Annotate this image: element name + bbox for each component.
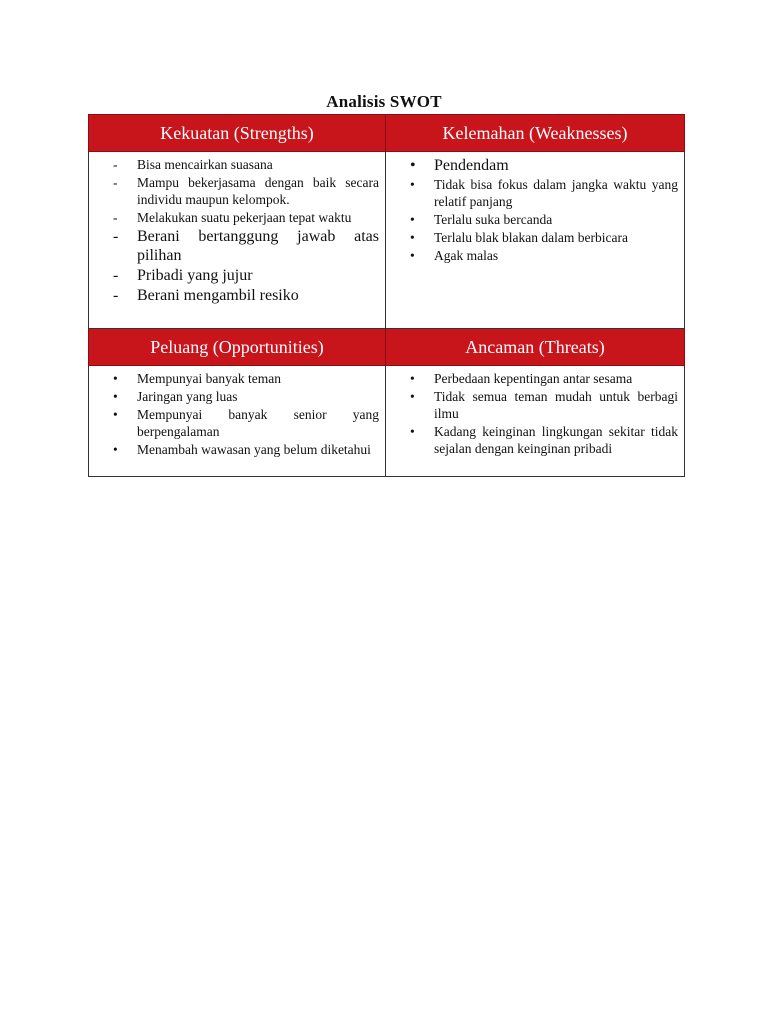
weaknesses-header: Kelemahan (Weaknesses) xyxy=(386,115,685,152)
weaknesses-cell xyxy=(386,152,685,329)
list-item: - Melakukan suatu pekerjaan tepat waktu xyxy=(113,210,352,225)
list-item: - Pribadi yang jujur xyxy=(113,267,253,284)
swot-table xyxy=(88,114,685,477)
threats-header: Ancaman (Threats) xyxy=(386,329,685,366)
list-item: • Mempunyai banyak teman xyxy=(113,371,281,386)
list-item: • Pendendam xyxy=(410,157,509,174)
list-item: - Berani bertanggung jawab atas pilihan xyxy=(113,228,379,264)
list-item: • Terlalu blak blakan dalam berbicara xyxy=(410,230,628,245)
list-item: - Berani mengambil resiko xyxy=(113,287,299,304)
list-item: • Agak malas xyxy=(410,248,499,263)
opportunities-header: Peluang (Opportunities) xyxy=(89,329,386,366)
threats-list xyxy=(408,370,678,457)
opportunities-cell xyxy=(89,366,386,477)
list-item: • Kadang keinginan lingkungan sekitar tidak sejalan dengan keinginan pribadi xyxy=(410,424,678,456)
list-item: • Tidak bisa fokus dalam jangka waktu yang relatif panjang xyxy=(410,177,678,209)
strengths-cell xyxy=(89,152,386,329)
list-item: • Perbedaan kepentingan antar sesama xyxy=(410,371,633,386)
list-item: • Jaringan yang luas xyxy=(113,389,238,404)
strengths-list xyxy=(111,156,379,305)
strengths-header: Kekuatan (Strengths) xyxy=(89,115,386,152)
weaknesses-list xyxy=(408,156,678,264)
list-item: - Bisa mencairkan suasana xyxy=(113,157,273,172)
opportunities-list xyxy=(111,370,379,458)
list-item: • Tidak semua teman mudah untuk berbagi ilmu xyxy=(410,389,678,421)
list-item: • Menambah wawasan yang belum diketahui xyxy=(113,442,371,457)
list-item: • Mempunyai banyak senior yang berpengalaman xyxy=(113,407,379,439)
list-item: - Mampu bekerjasama dengan baik secara individu maupun kelompok. xyxy=(113,175,379,207)
list-item: • Terlalu suka bercanda xyxy=(410,212,553,227)
threats-cell xyxy=(386,366,685,477)
document-title: Analisis SWOT xyxy=(326,92,442,111)
